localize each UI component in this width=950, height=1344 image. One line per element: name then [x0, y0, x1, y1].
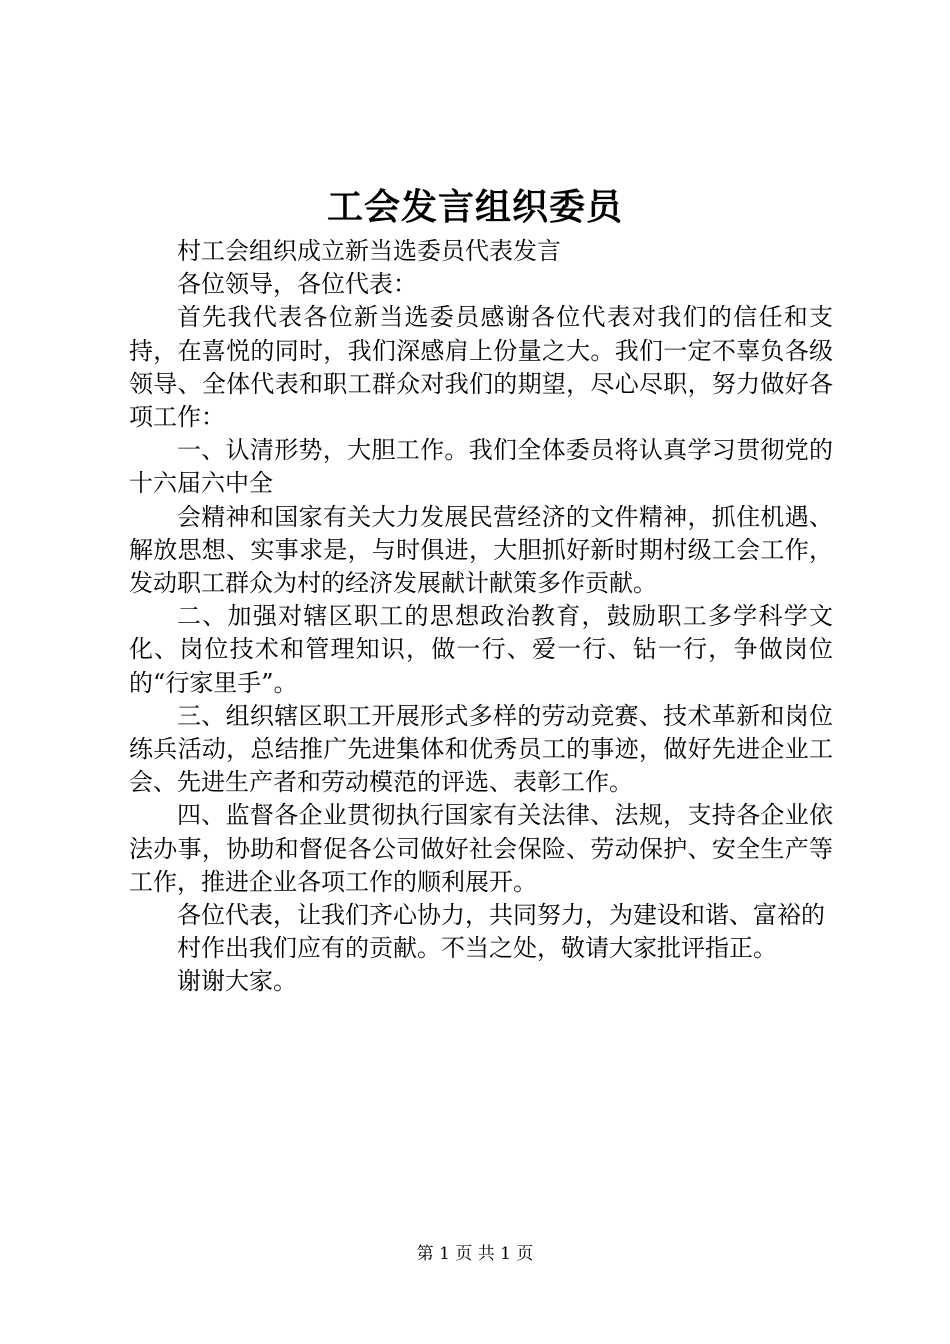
paragraph: 会精神和国家有关大力发展民营经济的文件精神，抓住机遇、解放思想、实事求是，与时俱进，大胆抓好新时期村级工会工作，发动职工群众为村的经济发展献计献策多作贡献。: [129, 502, 833, 598]
paragraph: 二、加强对辖区职工的思想政治教育，鼓励职工多学科学文化、岗位技术和管理知识，做一行、爱一行、钻一行，争做岗位的“行家里手”。: [129, 602, 833, 697]
paragraph: 首先我代表各位新当选委员感谢各位代表对我们的信任和支持，在喜悦的同时，我们深感肩上份量之大。我们一定不辜负各级领导、全体代表和职工群众对我们的期望，尽心尽职，努力做好各项工作：: [129, 303, 833, 432]
paragraph: 村作出我们应有的贡献。不当之处，敬请大家批评指正。: [177, 934, 777, 963]
paragraph: 一、认清形势，大胆工作。我们全体委员将认真学习贯彻党的十六届六中全: [129, 436, 833, 498]
document-title: 工会发言组织委员: [326, 186, 623, 228]
paragraph: 各位领导，各位代表：: [177, 270, 417, 299]
paragraph: 三、组织辖区职工开展形式多样的劳动竞赛、技术革新和岗位练兵活动，总结推广先进集体和优秀员工的事迹，做好先进企业工会、先进生产者和劳动模范的评选、表彰工作。: [129, 701, 833, 797]
paragraph: 谢谢大家。: [177, 967, 297, 996]
document-body: [129, 235, 833, 999]
page-footer: 第 1 页 共 1 页: [416, 1244, 534, 1264]
paragraph: 村工会组织成立新当选委员代表发言: [177, 237, 561, 265]
paragraph: 四、监督各企业贯彻执行国家有关法律、法规，支持各企业依法办事，协助和督促各公司做好社会保险、劳动保护、安全生产等工作，推进企业各项工作的顺利展开。: [129, 801, 833, 896]
paragraph: 各位代表，让我们齐心协力，共同努力，为建设和谐、富裕的: [177, 901, 825, 930]
